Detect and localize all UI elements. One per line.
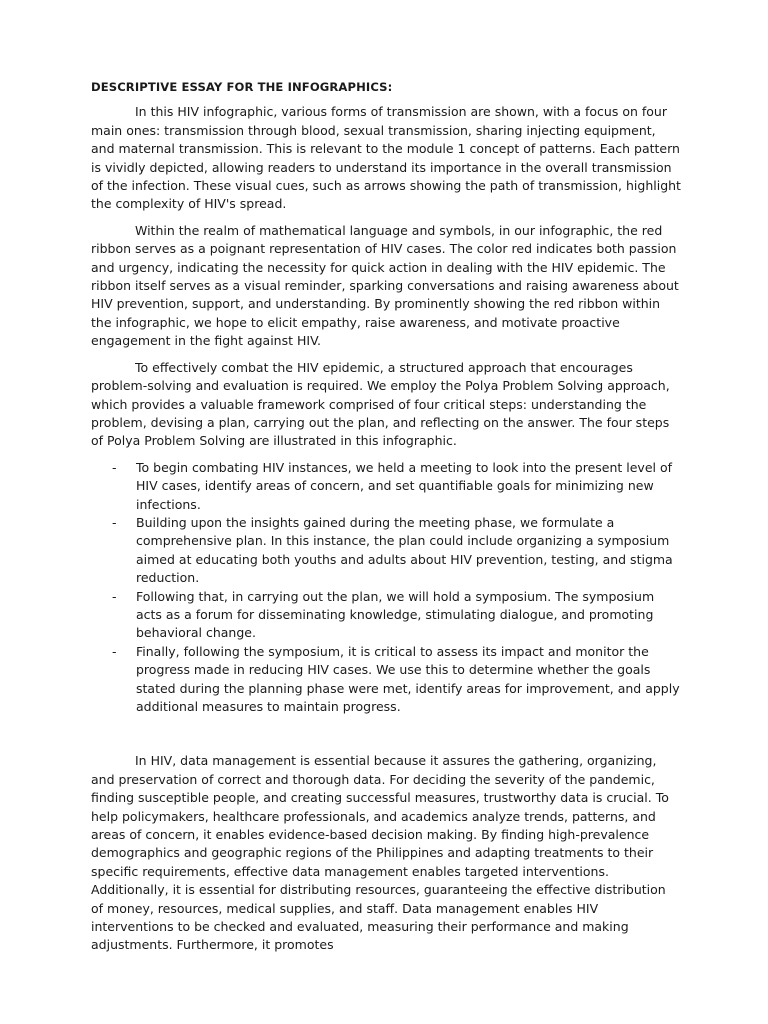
paragraph-transmission: In this HIV infographic, various forms of transmission are shown, with a focus on four main ones: transmission through blood, sexual transmission, sharing injecting equipment, and maternal transmission. This is relevant to the module 1 concept of patterns. Each pattern is vividly depicted, allowing readers to understand its importance in the overall transmission of the infection. These visual cues, such as arrows showing the path of transmission, highlight the complexity of HIV's spread. xyxy=(91,104,681,212)
list-item-text: Finally, following the symposium, it is critical to assess its impact and monitor the progress made in reducing HIV cases. We use this to determine whether the goals stated during the planning phase were met, identify areas for improvement, and apply additional measures to maintain progress. xyxy=(136,643,680,714)
list-item xyxy=(91,514,681,588)
list-item xyxy=(91,588,681,643)
paragraph-red-ribbon: Within the realm of mathematical language and symbols, in our infographic, the red ribbon serves as a poignant representation of HIV cases. The color red indicates both passion and urgency, indicating the necessity for quick action in dealing with the HIV epidemic. The ribbon itself serves as a visual reminder, sparking conversations and raising awareness about HIV prevention, support, and understanding. By prominently showing the red ribbon within the infographic, we hope to elicit empathy, raise awareness, and motivate proactive engagement in the fight against HIV. xyxy=(91,222,679,349)
essay-page xyxy=(91,78,681,963)
list-dash: - xyxy=(112,643,117,659)
list-item-text: Following that, in carrying out the plan, we will hold a symposium. The symposium acts as a forum for disseminating knowledge, stimulating dialogue, and promoting behavioral change. xyxy=(136,588,655,641)
list-item-text: To begin combating HIV instances, we held a meeting to look into the present level of HIV cases, identify areas of concern, and set quantifiable goals for minimizing new infections. xyxy=(136,459,672,512)
essay-title: DESCRIPTIVE ESSAY FOR THE INFOGRAPHICS: xyxy=(91,80,393,94)
list-item-text: Building upon the insights gained during the meeting phase, we formulate a comprehensive plan. In this instance, the plan could include organizing a symposium aimed at educating both youths and adults about HIV prevention, testing, and stigma reduction. xyxy=(136,514,673,586)
list-dash: - xyxy=(112,459,117,475)
list-dash: - xyxy=(112,588,117,604)
paragraph-polya: To effectively combat the HIV epidemic, a structured approach that encourages problem-solving and evaluation is required. We employ the Polya Problem Solving approach, which provides a valuable framework comprised of four critical steps: understanding the problem, devising a plan, carrying out the plan, and reflecting on the answer. The four steps of Polya Problem Solving are illustrated in this infographic. xyxy=(91,359,670,449)
section-spacer xyxy=(91,716,681,752)
list-item xyxy=(91,643,681,717)
paragraph-data-management: In HIV, data management is essential because it assures the gathering, organizing, and preservation of correct and thorough data. For deciding the severity of the pandemic, finding susceptible people, and creating successful measures, trustworthy data is crucial. To help policymakers, healthcare professionals, and academics analyze trends, patterns, and areas of concern, it enables evidence-based decision making. By finding high-prevalence demographics and geographic regions of the Philippines and adapting treatments to their specific requirements, effective data management enables targeted interventions. Additionally, it is essential for distributing resources, guaranteeing the effective distribution of money, resources, medical supplies, and staff. Data management enables HIV interventions to be checked and evaluated, measuring their performance and making adjustments. Furthermore, it promotes xyxy=(91,753,669,953)
list-dash: - xyxy=(112,514,117,530)
polya-steps-list xyxy=(91,459,681,717)
list-item xyxy=(91,459,681,514)
